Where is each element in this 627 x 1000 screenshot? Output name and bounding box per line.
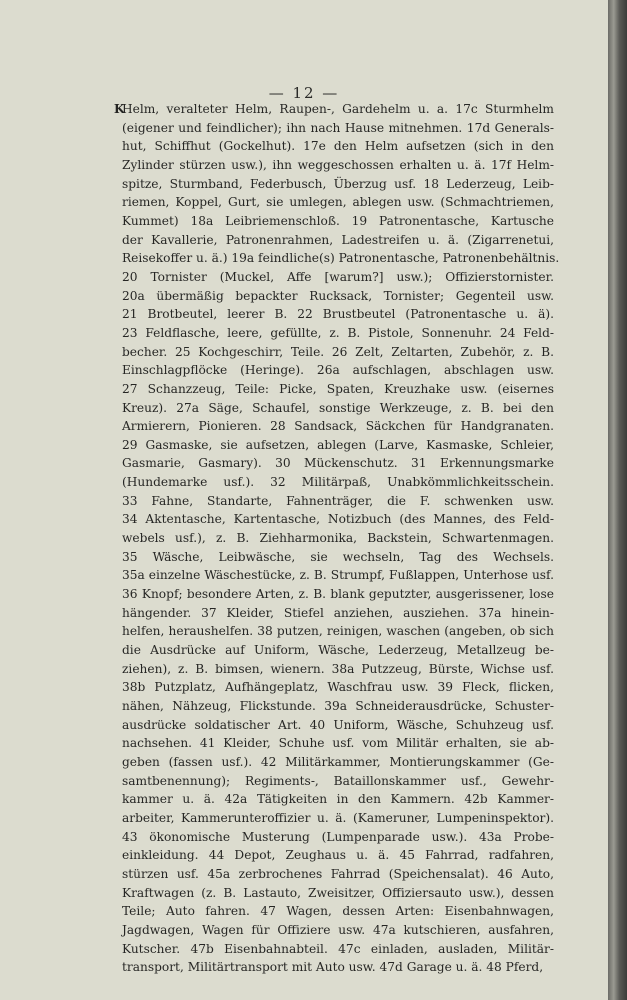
text-line: 38b Putzplatz, Aufhängeplatz, Waschfrau usw. 39 Fleck, flicken, xyxy=(122,680,554,695)
text-line: nähen, Nähzeug, Flickstunde. 39a Schneiderausdrücke, Schuster- xyxy=(122,699,554,713)
text-line: riemen, Koppel, Gurt, sie umlegen, ablegen usw. (Schmachtriemen, xyxy=(122,195,554,210)
text-line: einkleidung. 44 Depot, Zeughaus u. ä. 45 Fahrrad, radfahren, xyxy=(122,848,554,863)
text-line: Kummet) 18a Leibriemenschloß. 19 Patronentasche, Kartusche xyxy=(122,213,554,228)
text-line: becher. 25 Kochgeschirr, Teile. 26 Zelt, Zeltarten, Zubehör, z. B. xyxy=(122,344,554,359)
text-line: K Helm, veralteter Helm, Raupen-, Gardehelm u. a. 17c Sturmhelm xyxy=(122,100,554,119)
text-line: Reisekoffer u. ä.) 19a feindliche(s) Patronentasche, Patronenbehältnis. xyxy=(122,251,560,266)
text-line: Einschlagpflöcke (Heringe). 26a aufschlagen, abschlagen usw. xyxy=(122,363,554,378)
text-line: Kutscher. 47b Eisenbahnabteil. 47c einladen, ausladen, Militär- xyxy=(122,941,554,956)
text-line: kammer u. ä. 42a Tätigkeiten in den Kammern. 42b Kammer- xyxy=(122,792,554,807)
page-number: — 12 — xyxy=(268,84,340,102)
text-line: 20a übermäßig bepackter Rucksack, Tornister; Gegenteil usw. xyxy=(122,288,554,303)
text-line: der Kavallerie, Patronenrahmen, Ladestreifen u. ä. (Zigarrenetui, xyxy=(122,232,554,247)
text-line: 33 Fahne, Standarte, Fahnenträger, die F. schwenken usw. xyxy=(122,493,554,508)
text-line: 23 Feldflasche, leere, gefüllte, z. B. Pistole, Sonnenuhr. 24 Feld- xyxy=(122,325,554,340)
text-line: 34 Aktentasche, Kartentasche, Notizbuch (des Mannes, des Feld- xyxy=(122,512,554,527)
text-line: Jagdwagen, Wagen für Offiziere usw. 47a kutschieren, ausfahren, xyxy=(122,922,554,937)
text-line: spitze, Sturmband, Federbusch, Überzug usf. 18 Lederzeug, Leib- xyxy=(122,176,554,191)
text-line: 43 ökonomische Musterung (Lumpenparade usw.). 43a Probe- xyxy=(122,829,554,844)
text-line: ziehen), z. B. bimsen, wienern. 38a Putzzeug, Bürste, Wichse usf. xyxy=(122,661,554,676)
text-line: 35a einzelne Wäschestücke, z. B. Strumpf, Fußlappen, Unterhose usf. xyxy=(122,568,554,583)
text-line: Teile; Auto fahren. 47 Wagen, dessen Arten: Eisenbahnwagen, xyxy=(122,904,554,919)
book-page-edge xyxy=(608,0,627,1000)
text-line: Zylinder stürzen usw.), ihn weggeschossen erhalten u. ä. 17f Helm- xyxy=(122,157,554,172)
text-line: Armierern, Pionieren. 28 Sandsack, Säckchen für Handgranaten. xyxy=(122,419,554,434)
text-line: hängender. 37 Kleider, Stiefel anziehen, ausziehen. 37a hinein- xyxy=(122,605,554,620)
text-line: 27 Schanzzeug, Teile: Picke, Spaten, Kreuzhake usw. (eisernes xyxy=(122,381,554,396)
text-line: hut, Schiffhut (Gockelhut). 17e den Helm aufsetzen (sich in den xyxy=(122,139,554,154)
text-line: 29 Gasmaske, sie aufsetzen, ablegen (Larve, Kasmaske, Schleier, xyxy=(122,437,554,452)
text-line: stürzen usf. 45a zerbrochenes Fahrrad (Speichensalat). 46 Auto, xyxy=(122,866,554,881)
text-line: Gasmarie, Gasmary). 30 Mückenschutz. 31 Erkennungsmarke xyxy=(122,456,554,471)
text-line: nachsehen. 41 Kleider, Schuhe usf. vom Militär erhalten, sie ab- xyxy=(122,736,554,751)
section-marker: K xyxy=(114,102,125,116)
text-line: 21 Brotbeutel, leerer B. 22 Brustbeutel (Patronentasche u. ä). xyxy=(122,307,554,322)
text-line: geben (fassen usf.). 42 Militärkammer, Montierungskammer (Ge- xyxy=(122,754,554,769)
text-line: ausdrücke soldatischer Art. 40 Uniform, Wäsche, Schuhzeug usf. xyxy=(122,717,554,732)
text-line: 36 Knopf; besondere Arten, z. B. blank geputzter, ausgerissener, lose xyxy=(122,587,554,602)
text-line: 35 Wäsche, Leibwäsche, sie wechseln, Tag des Wechsels. xyxy=(122,549,554,564)
text-line: Kraftwagen (z. B. Lastauto, Zweisitzer, Offiziersauto usw.), dessen xyxy=(122,885,554,900)
text-line: samtbenennung); Regiments-, Bataillonskammer usf., Gewehr- xyxy=(122,773,554,788)
text-line: helfen, heraushelfen. 38 putzen, reinigen, waschen (angeben, ob sich xyxy=(122,624,554,639)
text-line: transport, Militärtransport mit Auto usw. 47d Garage u. ä. 48 Pferd, xyxy=(122,960,544,975)
text-line: (Hundemarke usf.). 32 Militärpaß, Unabkömmlichkeitsschein. xyxy=(122,475,554,490)
text-line: Kreuz). 27a Säge, Schaufel, sonstige Werkzeuge, z. B. bei den xyxy=(122,400,554,415)
page-body-text xyxy=(114,100,560,977)
text-line: die Ausdrücke auf Uniform, Wäsche, Lederzeug, Metallzeug be- xyxy=(122,643,554,658)
text-line: 20 Tornister (Muckel, Affe [warum?] usw.); Offizierstornister. xyxy=(122,269,554,284)
text-line: webels usf.), z. B. Ziehharmonika, Backstein, Schwartenmagen. xyxy=(122,531,554,546)
text-line: arbeiter, Kammerunteroffizier u. ä. (Kameruner, Lumpeninspektor). xyxy=(122,810,554,825)
text-line: (eigener und feindlicher); ihn nach Hause mitnehmen. 17d Generals- xyxy=(122,120,554,135)
